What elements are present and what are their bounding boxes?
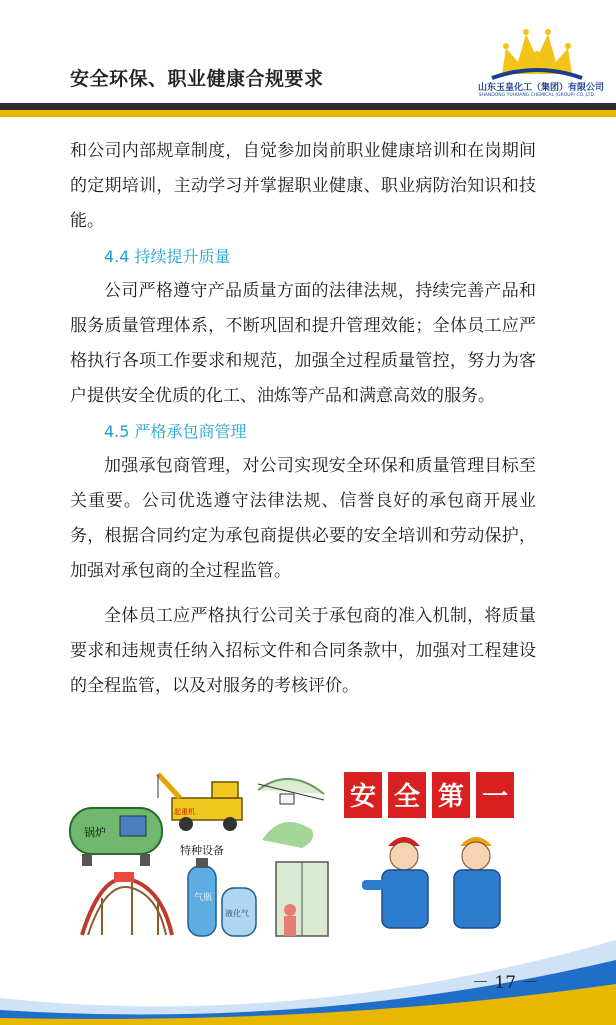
paragraph: 全体员工应严格执行公司关于承包商的准入机制，将质量要求和违规责任纳入招标文件和合同条款中，加强对工程建设的全程监管，以及对服务的考核评价。 xyxy=(70,606,536,696)
body-content xyxy=(70,134,536,704)
boiler-icon xyxy=(70,808,162,866)
paragraph: 公司严格遵守产品质量方面的法律法规，持续完善产品和服务质量管理体系，不断巩固和提升管理效能；全体员工应严格执行各项工作要求和规范，加强全过程质量管控，努力为客户提供安全优质的化工、油炼等产品和满意高效的服务。 xyxy=(70,281,536,406)
logo-text: 山东玉皇化工（集团）有限公司 xyxy=(478,83,605,93)
safety-first-sign xyxy=(344,772,514,818)
crane-label: 起重机 xyxy=(174,808,195,816)
company-logo xyxy=(478,26,605,106)
gas-cylinder-label: 气瓶 xyxy=(194,893,213,903)
paragraph: 加强承包商管理，对公司实现安全环保和质量管理目标至关重要。公司优选遵守法律法规、信誉良好的承包商开展业务，根据合同约定为承包商提供必要的安全培训和劳动保护，加强对承包商的全过程监管。 xyxy=(70,456,536,581)
cable-car-icon xyxy=(258,779,324,848)
sign-char: 全 xyxy=(393,782,421,812)
paragraph: 和公司内部规章制度，自觉参加岗前职业健康培训和在岗期间的定期培训，主动学习并掌握职业健康、职业病防治知识和技能。 xyxy=(70,141,536,231)
crown-icon xyxy=(478,26,596,82)
logo-subtext: SHANDONG YUHUANG CHEMICAL (GROUP) CO.,LTD. xyxy=(478,93,596,98)
sign-char: 安 xyxy=(349,782,377,812)
equipment-label: 特种设备 xyxy=(180,844,224,857)
footer-wave xyxy=(0,880,616,1025)
header-band-gold xyxy=(0,110,616,117)
boiler-label: 锅炉 xyxy=(84,826,106,839)
page-title: 安全环保、职业健康合规要求 xyxy=(70,68,324,90)
section-heading-4-4: 4.4 持续提升质量 xyxy=(104,247,231,266)
page-number: － 17 － xyxy=(472,973,539,993)
crane-truck-icon xyxy=(158,774,242,831)
page-header xyxy=(0,0,616,128)
lpg-label: 液化气 xyxy=(225,909,249,918)
section-heading-4-5: 4.5 严格承包商管理 xyxy=(104,422,247,441)
header-band-dark xyxy=(0,103,616,110)
sign-char: 一 xyxy=(481,782,509,812)
sign-char: 第 xyxy=(437,782,465,812)
